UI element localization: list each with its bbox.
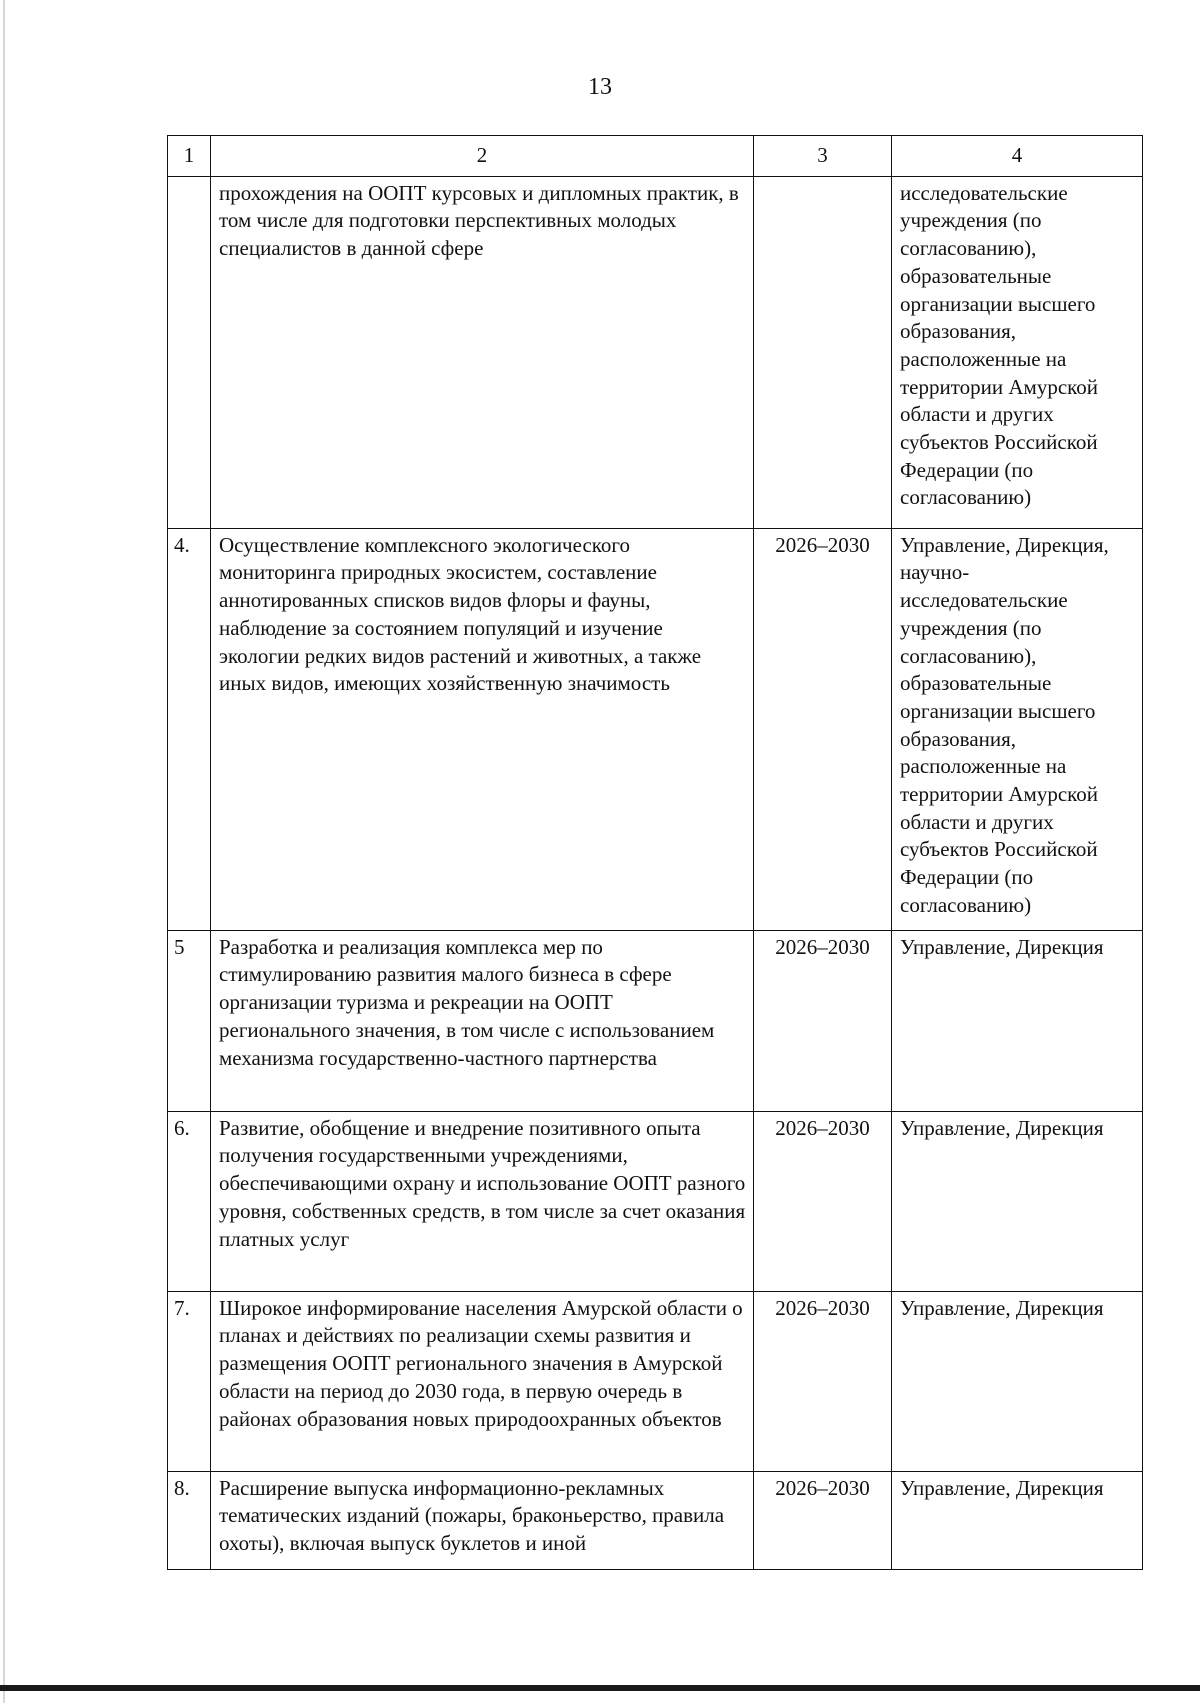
row-period xyxy=(754,176,892,528)
row-number: 4. xyxy=(168,528,211,930)
row-activity: прохождения на ООПТ курсовых и дипломных практик, в том числе для подготовки перспективных молодых специалистов в данной сфере xyxy=(211,176,754,528)
scan-bottom-bar xyxy=(0,1685,1200,1691)
table-row xyxy=(168,1111,1143,1291)
header-cell-3: 3 xyxy=(754,136,892,177)
table-row xyxy=(168,176,1143,528)
row-activity: Развитие, обобщение и внедрение позитивного опыта получения государственными учреждениями, обеспечивающими охрану и использование ООПТ разного уровня, собственных средств, в том числе за счет оказания платных услуг xyxy=(211,1111,754,1291)
row-number: 7. xyxy=(168,1291,211,1471)
row-number: 8. xyxy=(168,1471,211,1569)
row-period: 2026–2030 xyxy=(754,1111,892,1291)
header-cell-2: 2 xyxy=(211,136,754,177)
row-activity: Разработка и реализация комплекса мер по стимулированию развития малого бизнеса в сфере организации туризма и рекреации на ООПТ регионального значения, в том числе с использованием механизма государственно-частного партнерства xyxy=(211,930,754,1111)
row-number: 5 xyxy=(168,930,211,1111)
row-executor: исследовательские учреждения (по согласованию), образовательные организации высшего образования, расположенные на территории Амурской области и других субъектов Российской Федерации (по согласованию) xyxy=(892,176,1143,528)
row-period: 2026–2030 xyxy=(754,1291,892,1471)
row-number xyxy=(168,176,211,528)
row-activity: Широкое информирование населения Амурской области о планах и действиях по реализации схемы развития и размещения ООПТ регионального значения в Амурской области на период до 2030 года, в первую очередь в районах образования новых природоохранных объектов xyxy=(211,1291,754,1471)
header-cell-4: 4 xyxy=(892,136,1143,177)
plan-table xyxy=(167,135,1143,1570)
table-header-row xyxy=(168,136,1143,177)
row-activity: Осуществление комплексного экологического мониторинга природных экосистем, составление аннотированных списков видов флоры и фауны, наблюдение за состоянием популяций и изучение экологии редких видов растений и животных, а также иных видов, имеющих хозяйственную значимость xyxy=(211,528,754,930)
row-executor: Управление, Дирекция xyxy=(892,1111,1143,1291)
table-row xyxy=(168,930,1143,1111)
table-row xyxy=(168,1291,1143,1471)
row-executor: Управление, Дирекция, научно-исследовательские учреждения (по согласованию), образовательные организации высшего образования, расположенные на территории Амурской области и других субъектов Российской Федерации (по согласованию) xyxy=(892,528,1143,930)
row-executor: Управление, Дирекция xyxy=(892,930,1143,1111)
row-number: 6. xyxy=(168,1111,211,1291)
header-cell-1: 1 xyxy=(168,136,211,177)
scan-edge-line xyxy=(3,0,5,1703)
row-period: 2026–2030 xyxy=(754,528,892,930)
row-period: 2026–2030 xyxy=(754,1471,892,1569)
row-activity: Расширение выпуска информационно-рекламных тематических изданий (пожары, браконьерство, правила охоты), включая выпуск буклетов и иной xyxy=(211,1471,754,1569)
row-period: 2026–2030 xyxy=(754,930,892,1111)
page-number: 13 xyxy=(588,74,612,100)
table-row xyxy=(168,1471,1143,1569)
row-executor: Управление, Дирекция xyxy=(892,1291,1143,1471)
table-row xyxy=(168,528,1143,930)
row-executor: Управление, Дирекция xyxy=(892,1471,1143,1569)
